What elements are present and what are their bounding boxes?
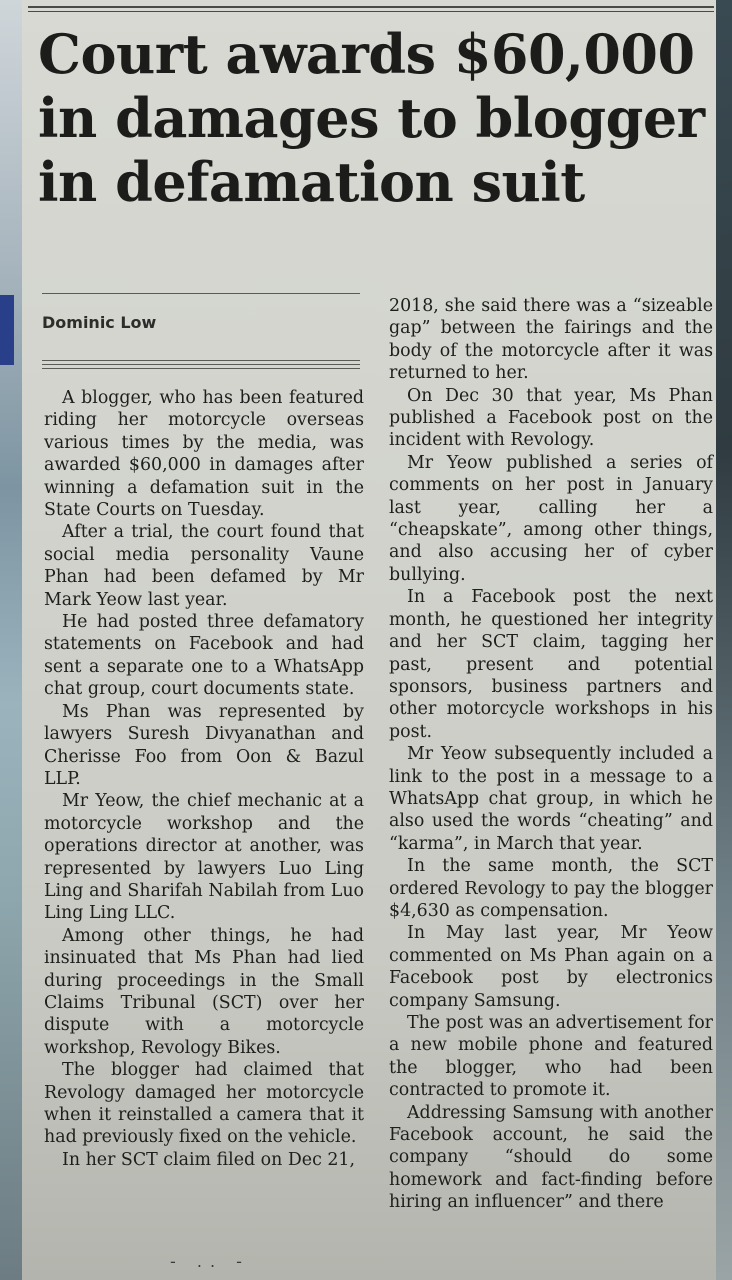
paragraph: Mr Yeow subsequently included a link to the post in a message to a WhatsApp chat group, in which he also used the words “cheating” and “karma”, in March that year. (389, 744, 713, 854)
paragraph: In her SCT claim filed on Dec 21, (62, 1149, 355, 1170)
right-background-strip (716, 0, 732, 1280)
paragraph: The post was an advertisement for a new mobile phone and featured the blogger, who had been contracted to promote it. (389, 1013, 713, 1101)
byline-rule-bottom-thin (42, 368, 360, 369)
paragraph: After a trial, the court found that social media personality Vaune Phan had been defamed by Mr Mark Yeow last year. (44, 522, 364, 610)
paragraph: In May last year, Mr Yeow commented on Ms Phan again on a Facebook post by electronics company Samsung. (389, 923, 713, 1011)
paragraph: Among other things, he had insinuated that Ms Phan had lied during proceedings in the Small Claims Tribunal (SCT) over her dispute with a motorcycle workshop, Revology Bikes. (44, 925, 364, 1058)
top-rule (28, 6, 714, 8)
paragraph: In a Facebook post the next month, he questioned her integrity and her SCT claim, tagging her past, present and potential sponsors, business partners and other motorcycle workshops in his post. (389, 587, 713, 742)
right-column (389, 295, 713, 1214)
footer-marks: - .. - (170, 1252, 250, 1271)
paragraph: Ms Phan was represented by lawyers Suresh Divyanathan and Cherisse Foo from Oon & Bazul LLP. (44, 701, 364, 789)
paragraph: On Dec 30 that year, Ms Phan published a Facebook post on the incident with Revology. (389, 385, 713, 451)
paragraph: In the same month, the SCT ordered Revology to pay the blogger $4,630 as compensation. (389, 856, 713, 921)
byline: Dominic Low (42, 313, 157, 332)
blue-edge-block (0, 295, 14, 365)
paragraph: He had posted three defamatory statements on Facebook and had sent a separate one to a WhatsApp chat group, court documents state. (44, 612, 364, 700)
byline-rule-bottom (42, 360, 360, 365)
paragraph: The blogger had claimed that Revology damaged her motorcycle when it reinstalled a camera that it had previously fixed on the vehicle. (44, 1060, 364, 1148)
byline-rule-top (42, 293, 360, 294)
top-rule-thin (28, 11, 714, 12)
left-background-strip (0, 0, 22, 1280)
paragraph: A blogger, who has been featured riding her motorcycle overseas various times by the media, was awarded $60,000 in damages after winning a defamation suit in the State Courts on Tuesday. (44, 388, 364, 521)
paragraph: Mr Yeow published a series of comments on her post in January last year, calling her a “cheapskate”, among other things, and also accusing her of cyber bullying. (389, 452, 713, 585)
paragraph: Mr Yeow, the chief mechanic at a motorcycle workshop and the operations director at another, was represented by lawyers Luo Ling Ling and Sharifah Nabilah from Luo Ling Ling LLC. (44, 791, 364, 924)
article-headline: Court awards $60,000 in damages to blogger in defamation suit (38, 22, 705, 214)
paragraph: 2018, she said there was a “sizeable gap” between the fairings and the body of the motorcycle after it was returned to her. (389, 296, 713, 384)
paragraph: Addressing Samsung with another Facebook account, he said the company “should do some homework and fact-finding before hiring an influencer” and there (389, 1102, 713, 1213)
left-column (44, 387, 364, 1171)
